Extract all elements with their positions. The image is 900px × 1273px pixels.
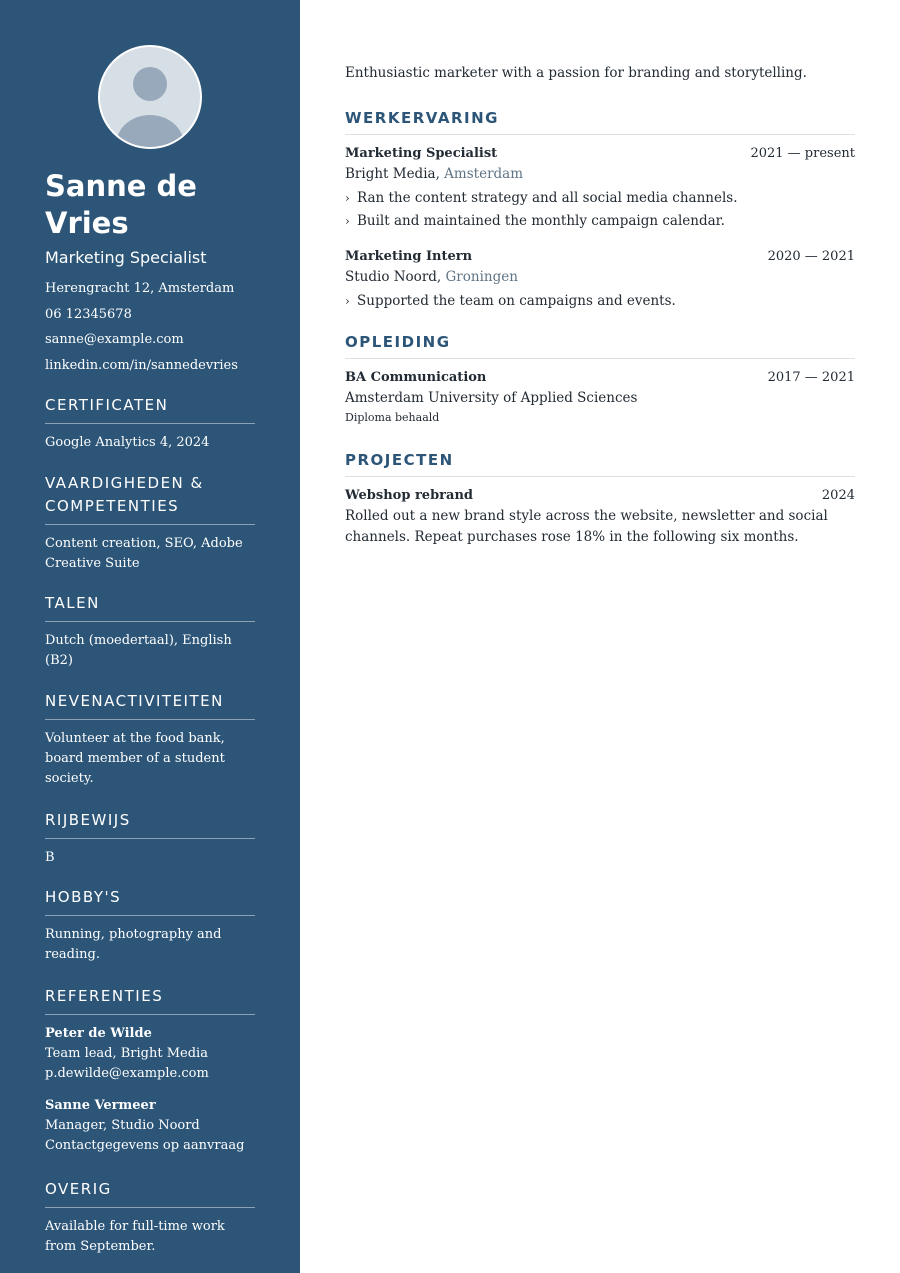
chevron-right-icon: ›	[345, 191, 350, 205]
reference-name: Sanne Vermeer	[45, 1098, 156, 1113]
reference-name: Peter de Wilde	[45, 1026, 152, 1041]
section-talen	[45, 592, 255, 671]
section-title: OVERIG	[45, 1178, 255, 1208]
section-hobbys	[45, 886, 255, 965]
job-title: Marketing Specialist	[345, 146, 498, 161]
education-degree: BA Communication	[345, 370, 487, 385]
candidate-role: Marketing Specialist	[45, 248, 207, 267]
job-company: Bright Media	[345, 166, 436, 182]
user-silhouette-icon	[98, 45, 202, 149]
job-dates: 2020 — 2021	[767, 249, 855, 264]
contact-linkedin: linkedin.com/in/sannedevries	[45, 357, 238, 373]
job-location: Amsterdam	[444, 166, 524, 182]
section-title: CERTIFICATEN	[45, 394, 255, 424]
job-company-line: Studio Noord, Groningen	[345, 269, 518, 285]
section-certificaten	[45, 394, 255, 453]
list-item: › Ran the content strategy and all social media channels.	[345, 187, 855, 210]
reference-contact: Contactgegevens op aanvraag	[45, 1138, 245, 1153]
section-projecten	[345, 449, 855, 547]
job-location: Groningen	[445, 269, 518, 285]
project-entry	[345, 486, 855, 547]
section-title: VAARDIGHEDEN & COMPETENTIES	[45, 472, 255, 525]
education-dates: 2017 — 2021	[767, 370, 855, 385]
reference-contact: p.dewilde@example.com	[45, 1066, 209, 1081]
section-text: Google Analytics 4, 2024	[45, 435, 210, 450]
sidebar	[0, 0, 300, 1273]
chevron-right-icon: ›	[345, 214, 350, 228]
reference-item	[45, 1024, 255, 1084]
section-referenties	[45, 985, 255, 1156]
job-bullets	[345, 187, 855, 233]
avatar-body	[116, 115, 184, 149]
section-vaardigheden	[45, 472, 255, 574]
job-entry	[345, 144, 855, 233]
avatar-head	[133, 67, 167, 101]
job-title: Marketing Intern	[345, 249, 473, 264]
project-year: 2024	[821, 488, 855, 503]
education-school: Amsterdam University of Applied Sciences	[345, 390, 638, 406]
candidate-name: Sanne de Vries	[45, 169, 197, 240]
section-werkervaring	[345, 107, 855, 313]
section-text: Volunteer at the food bank, board member of a student society.	[45, 731, 225, 786]
profile-summary: Enthusiastic marketer with a passion for branding and storytelling.	[345, 65, 807, 81]
project-name: Webshop rebrand	[345, 488, 473, 503]
job-dates: 2021 — present	[750, 146, 855, 161]
contact-phone: 06 12345678	[45, 306, 132, 322]
section-title: PROJECTEN	[345, 449, 855, 477]
section-overig	[45, 1178, 255, 1257]
section-title: REFERENTIES	[45, 985, 255, 1015]
list-item: › Supported the team on campaigns and events.	[345, 290, 855, 313]
reference-item	[45, 1096, 255, 1156]
section-text: Running, photography and reading.	[45, 927, 222, 962]
section-title: RIJBEWIJS	[45, 809, 255, 839]
job-company: Studio Noord	[345, 269, 437, 285]
section-rijbewijs	[45, 809, 255, 868]
reference-role: Team lead, Bright Media	[45, 1046, 208, 1061]
reference-role: Manager, Studio Noord	[45, 1118, 200, 1133]
contact-block	[45, 276, 238, 378]
section-text: B	[45, 850, 55, 865]
section-opleiding	[345, 331, 855, 428]
section-text: Available for full-time work from September.	[45, 1219, 225, 1254]
contact-email: sanne@example.com	[45, 332, 184, 347]
section-text: Content creation, SEO, Adobe Creative Suite	[45, 536, 243, 571]
job-bullets	[345, 290, 855, 313]
job-entry	[345, 247, 855, 313]
section-title: OPLEIDING	[345, 331, 855, 359]
section-title: TALEN	[45, 592, 255, 622]
section-title: HOBBY'S	[45, 886, 255, 916]
section-title: NEVENACTIVITEITEN	[45, 690, 255, 720]
list-item: › Built and maintained the monthly campaign calendar.	[345, 210, 855, 233]
chevron-right-icon: ›	[345, 294, 350, 308]
section-nevenactiviteiten	[45, 690, 255, 789]
section-title: WERKERVARING	[345, 107, 855, 135]
education-entry	[345, 368, 855, 428]
contact-address: Herengracht 12, Amsterdam	[45, 281, 235, 296]
section-text: Dutch (moedertaal), English (B2)	[45, 633, 232, 668]
job-company-line: Bright Media, Amsterdam	[345, 166, 524, 182]
project-description: Rolled out a new brand style across the website, newsletter and social channels. Repeat purchases rose 18% in the following six months.	[345, 508, 828, 545]
education-note: Diploma behaald	[345, 411, 440, 424]
